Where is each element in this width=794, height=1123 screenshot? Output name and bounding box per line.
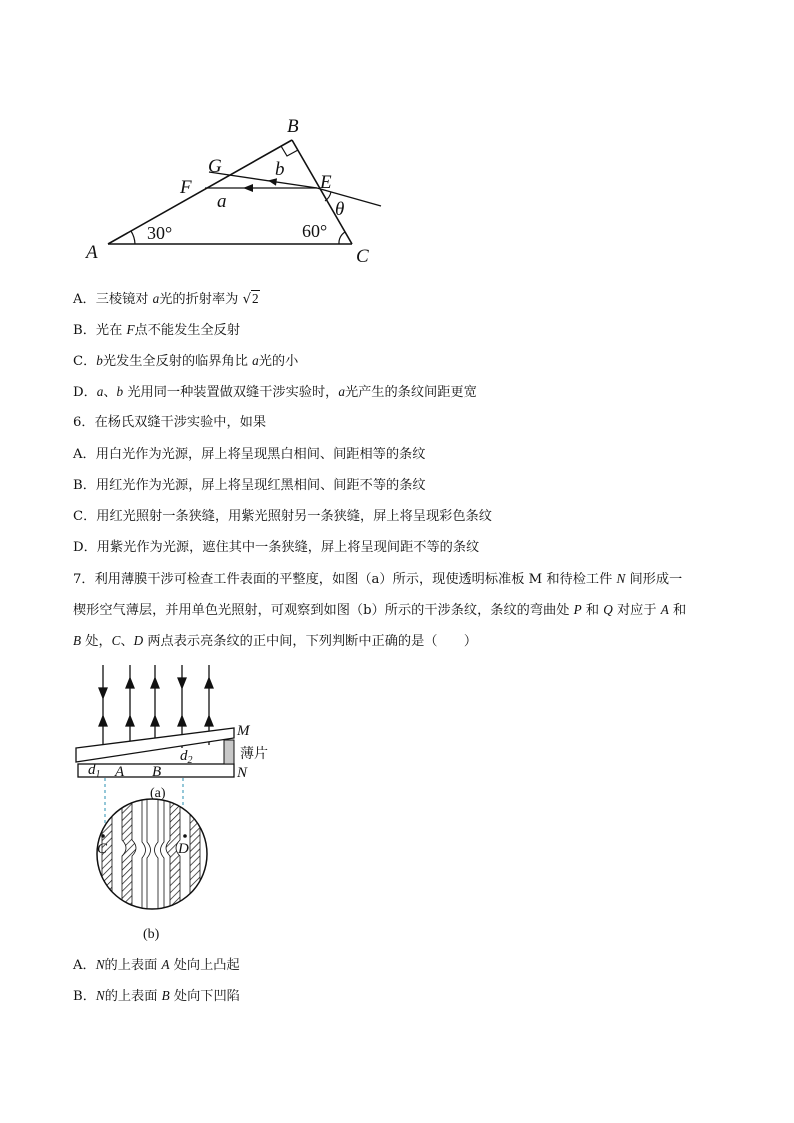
label-M: M bbox=[237, 723, 250, 739]
point-C-dot bbox=[101, 834, 105, 838]
label-B-point: B bbox=[152, 764, 162, 780]
label-theta: θ bbox=[335, 199, 345, 220]
label-F: F bbox=[180, 177, 192, 198]
label-d1: $d_1$ bbox=[88, 762, 101, 780]
interference-fringes bbox=[90, 790, 220, 920]
label-d2: $d_2$ bbox=[180, 748, 193, 766]
sqrt-two: √2 bbox=[242, 291, 259, 307]
q7-option-a: A．N的上表面 A 处向上凸起 bbox=[73, 957, 240, 973]
q6-option-a: A．用白光作为光源，屏上将呈现黑白相间、间距相等的条纹 bbox=[73, 447, 426, 462]
label-N: N bbox=[237, 765, 248, 781]
q7-stem-line2: 楔形空气薄层，并用单色光照射，可观察到如图（b）所示的干涉条纹，条纹的弯曲处 P 和 Q 对应于 A 和 bbox=[73, 602, 687, 618]
q7-stem-line1: 7．利用薄膜干涉可检查工件表面的平整度，如图（a）所示，现使透明标准板 M 和待检工件 N 间形成一 bbox=[73, 571, 683, 587]
arrow-ray-a bbox=[243, 184, 253, 192]
label-E: E bbox=[320, 172, 332, 193]
q5-option-c: C．b光发生全反射的临界角比 a光的小 bbox=[73, 353, 299, 369]
q6-option-c: C．用红光照射一条狭缝，用紫光照射另一条狭缝，屏上将呈现彩色条纹 bbox=[73, 509, 492, 524]
angle-arc-C bbox=[339, 232, 345, 244]
label-C: C bbox=[356, 246, 369, 267]
label-B: B bbox=[287, 116, 299, 137]
q5-option-a: A．三棱镜对 a光的折射率为 √2 bbox=[73, 291, 259, 307]
angle-arc-theta bbox=[325, 192, 331, 201]
label-angle-A: 30° bbox=[147, 223, 173, 243]
thin-sheet bbox=[224, 740, 234, 764]
label-A-point: A bbox=[115, 764, 125, 780]
q5-option-b: B．光在 F点不能发生全反射 bbox=[73, 322, 241, 338]
label-angle-C: 60° bbox=[302, 221, 328, 241]
q6-stem: 6．在杨氏双缝干涉实验中，如果 bbox=[73, 415, 267, 430]
prism-figure bbox=[80, 110, 400, 275]
side-AB bbox=[108, 140, 292, 244]
caption-b: (b) bbox=[143, 927, 160, 942]
label-C-point: C bbox=[97, 841, 108, 857]
ray-b bbox=[209, 172, 317, 188]
q6-option-d: D．用紫光作为光源，遮住其中一条狭缝，屏上将呈现间距不等的条纹 bbox=[73, 540, 480, 555]
angle-arc-A bbox=[131, 231, 135, 244]
point-D-dot bbox=[183, 834, 187, 838]
q7-stem-line3: B 处，C、D 两点表示亮条纹的正中间，下列判断中正确的是（ ） bbox=[73, 633, 478, 649]
q7-option-b: B．N的上表面 B 处向下凹陷 bbox=[73, 988, 240, 1004]
label-A: A bbox=[86, 242, 98, 263]
q5-option-d: D．a、b 光用同一种装置做双缝干涉实验时，a光产生的条纹间距更宽 bbox=[73, 384, 477, 400]
caption-a: (a) bbox=[150, 786, 166, 801]
q6-option-b: B．用红光作为光源，屏上将呈现红黑相间、间距不等的条纹 bbox=[73, 478, 426, 493]
label-thin-sheet: 薄片 bbox=[240, 747, 268, 762]
label-ray-a: a bbox=[217, 191, 227, 212]
label-G: G bbox=[208, 156, 222, 177]
label-D-point: D bbox=[178, 841, 189, 857]
thin-film-figure bbox=[70, 660, 300, 945]
label-ray-b: b bbox=[275, 159, 285, 180]
